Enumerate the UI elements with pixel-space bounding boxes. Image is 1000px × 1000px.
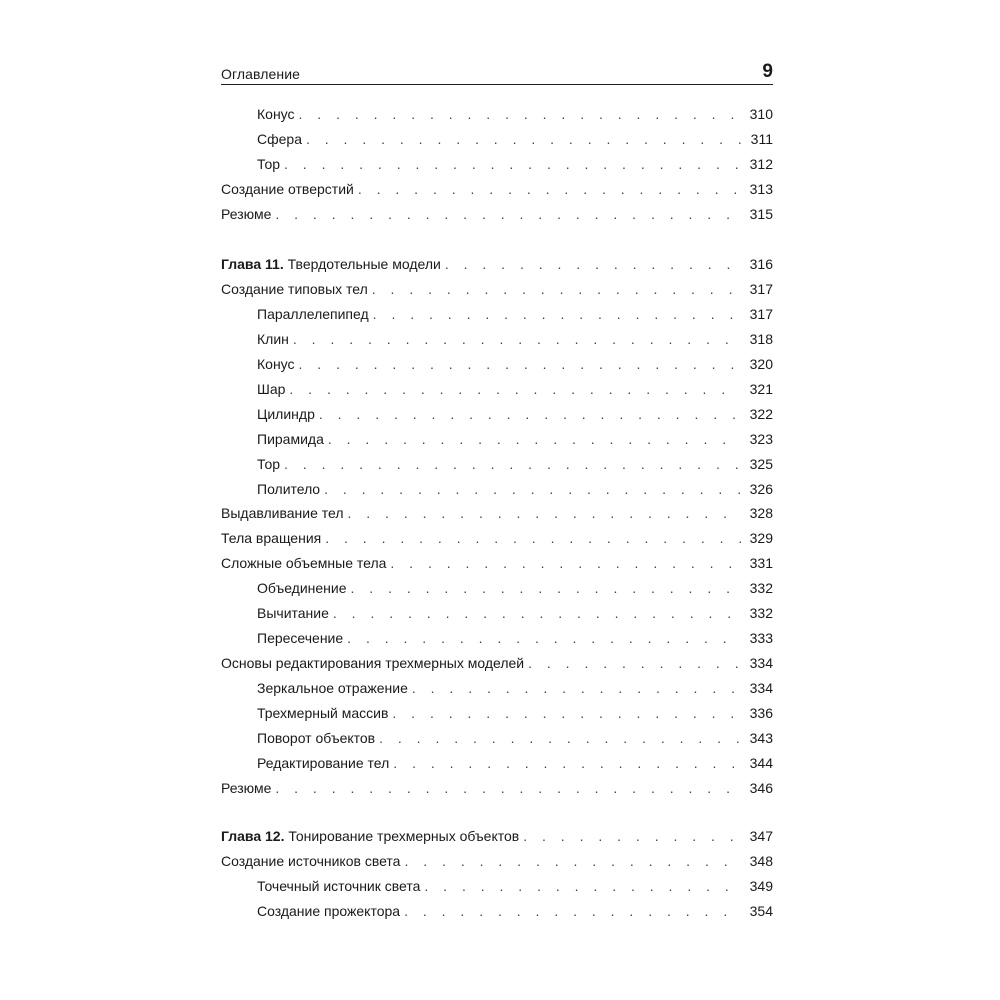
toc-subsection-entry (257, 751, 773, 775)
toc-page-number: 318 (749, 331, 773, 347)
toc-page-number: 334 (749, 680, 773, 696)
toc-leader-dots (333, 601, 741, 625)
toc-leader-dots (328, 427, 741, 451)
toc-leader-dots (358, 177, 741, 201)
toc-entry-label: Редактирование тел (257, 755, 390, 771)
toc-entry-title (221, 202, 271, 226)
toc-page-number: 316 (749, 256, 773, 272)
toc-entry-label: Твердотельные модели (283, 256, 441, 272)
toc-subsection-entry (257, 874, 773, 898)
toc-page-number: 344 (749, 755, 773, 771)
toc-chapter-number: Глава 12. (221, 828, 285, 844)
toc-subsection-entry (257, 152, 773, 176)
toc-entry-label: Конус (257, 106, 295, 122)
toc-leader-dots (373, 302, 741, 326)
toc-entry-label: Создание типовых тел (221, 281, 368, 297)
toc-page-number: 322 (749, 406, 773, 422)
toc-entry-label: Конус (257, 356, 295, 372)
toc-entry-label: Основы редактирования трехмерных моделей (221, 655, 525, 671)
toc-entry-label: Создание отверстий (221, 181, 354, 197)
toc-entry-label: Трехмерный массив (257, 705, 389, 721)
toc-entry-label: Пересечение (257, 630, 344, 646)
toc-entry-title (257, 427, 324, 451)
toc-leader-dots (293, 327, 741, 351)
toc-entry-title (221, 277, 368, 301)
toc-page-number: 320 (749, 356, 773, 372)
toc-entry-title (257, 626, 343, 650)
toc-entry-title (257, 352, 295, 376)
toc-entry-label: Резюме (221, 206, 272, 222)
toc-page-number: 317 (749, 306, 773, 322)
toc-page-number: 313 (749, 181, 773, 197)
toc-entry-label: Создание источников света (221, 853, 401, 869)
toc-subsection-entry (257, 302, 773, 326)
toc-page-number: 334 (749, 655, 773, 671)
toc-page-number: 317 (749, 281, 773, 297)
toc-entry-label: Сфера (257, 131, 302, 147)
toc-entry-label: Шар (257, 381, 286, 397)
toc-entry-title (257, 601, 329, 625)
toc-entry-title (221, 551, 386, 575)
toc-entry-title (257, 477, 320, 501)
toc-entry-label: Тор (257, 456, 281, 472)
toc-leader-dots (306, 127, 741, 151)
toc-leader-dots (284, 152, 741, 176)
toc-subsection-entry (257, 452, 773, 476)
toc-entry-title (221, 526, 321, 550)
toc-entry-label: Зеркальное отражение (257, 680, 408, 696)
toc-entry-label: Поворот объектов (257, 730, 376, 746)
toc-entry-title (257, 701, 388, 725)
toc-page-number: 348 (749, 853, 773, 869)
toc-entry-label: Сложные объемные тела (221, 555, 387, 571)
toc-section-entry (221, 776, 773, 800)
toc-subsection-entry (257, 127, 773, 151)
toc-leader-dots (351, 576, 741, 600)
toc-entry-label: Точечный источник света (257, 878, 421, 894)
toc-entry-title (221, 177, 354, 201)
toc-leader-dots (404, 849, 741, 873)
toc-leader-dots (445, 252, 741, 276)
toc-leader-dots (275, 776, 741, 800)
toc-subsection-entry (257, 576, 773, 600)
toc-subsection-entry (257, 377, 773, 401)
toc-subsection-entry (257, 726, 773, 750)
toc-entry-title (257, 899, 400, 923)
toc-section-entry (221, 849, 773, 873)
toc-entry-title (257, 751, 389, 775)
toc-subsection-entry (257, 102, 773, 126)
toc-entry-title (257, 152, 280, 176)
toc-section-entry (221, 202, 773, 226)
toc-page-number: 332 (749, 580, 773, 596)
toc-subsection-entry (257, 427, 773, 451)
toc-chapter-entry (221, 252, 773, 276)
toc-page-number: 311 (750, 131, 773, 147)
toc-page-number: 310 (749, 106, 773, 122)
toc-page-number: 323 (749, 431, 773, 447)
toc-page-number: 336 (749, 705, 773, 721)
toc-entry-label: Цилиндр (257, 406, 315, 422)
toc-leader-dots (299, 352, 741, 376)
toc-leader-dots (348, 501, 742, 525)
toc-leader-dots (528, 651, 741, 675)
toc-entry-title (257, 676, 408, 700)
toc-leader-dots (319, 402, 741, 426)
toc-chapter-entry (221, 824, 773, 848)
toc-entry-label: Тела вращения (221, 530, 322, 546)
toc-entry-label: Параллелепипед (257, 306, 369, 322)
toc-page-number: 325 (749, 456, 773, 472)
toc-entry-title (257, 302, 369, 326)
toc-leader-dots (289, 377, 741, 401)
toc-entry-label: Тонирование трехмерных объектов (284, 828, 520, 844)
toc-entry-title (257, 726, 375, 750)
toc-entry-title (257, 452, 280, 476)
toc-section-entry (221, 526, 773, 550)
toc-entry-label: Резюме (221, 780, 272, 796)
toc-entry-title (257, 327, 289, 351)
toc-leader-dots (392, 701, 741, 725)
toc-page-number: 315 (749, 206, 773, 222)
running-header-title: Оглавление (221, 66, 301, 82)
toc-page-number: 331 (749, 555, 773, 571)
toc-chapter-number: Глава 11. (221, 256, 284, 272)
toc-page-number: 326 (749, 481, 773, 497)
toc-entry-label: Тор (257, 156, 281, 172)
toc-entry-label: Пирамида (257, 431, 324, 447)
toc-leader-dots (347, 626, 741, 650)
toc-page-number: 312 (749, 156, 773, 172)
toc-entry-title (221, 651, 524, 675)
toc-entry-title (257, 576, 347, 600)
toc-leader-dots (275, 202, 741, 226)
toc-leader-dots (324, 477, 741, 501)
toc-subsection-entry (257, 327, 773, 351)
toc-leader-dots (379, 726, 741, 750)
running-header (221, 62, 773, 85)
toc-leader-dots (390, 551, 741, 575)
toc-page-number: 332 (749, 605, 773, 621)
toc-entry-title (257, 127, 302, 151)
toc-subsection-entry (257, 402, 773, 426)
toc-entry-title (221, 776, 271, 800)
toc-leader-dots (523, 824, 741, 848)
toc-leader-dots (412, 676, 741, 700)
toc-subsection-entry (257, 626, 773, 650)
toc-page-number: 347 (749, 828, 773, 844)
toc-leader-dots (404, 899, 741, 923)
toc-entry-label: Клин (257, 331, 289, 347)
toc-entry-label: Полителo (257, 481, 321, 497)
toc-leader-dots (372, 277, 741, 301)
toc-page-number: 321 (749, 381, 773, 397)
toc-entry-title (221, 252, 441, 276)
toc-entry-title (257, 402, 315, 426)
toc-section-entry (221, 277, 773, 301)
toc-section-entry (221, 501, 773, 525)
toc-subsection-entry (257, 352, 773, 376)
toc-entry-label: Объединение (257, 580, 347, 596)
toc-section-entry (221, 551, 773, 575)
toc-leader-dots (424, 874, 741, 898)
toc-entry-label: Выдавливание тел (221, 505, 344, 521)
toc-section-entry (221, 177, 773, 201)
toc-entry-label: Вычитание (257, 605, 329, 621)
toc-page-number: 329 (749, 530, 773, 546)
toc-section-entry (221, 651, 773, 675)
toc-page-number: 328 (749, 505, 773, 521)
toc-page-number: 349 (749, 878, 773, 894)
toc-entry-title (221, 849, 400, 873)
toc-page-number: 333 (749, 630, 773, 646)
toc-entry-title (221, 501, 344, 525)
toc-subsection-entry (257, 899, 773, 923)
toc-subsection-entry (257, 701, 773, 725)
toc-entry-title (257, 874, 420, 898)
toc-entry-label: Создание прожектора (257, 903, 401, 919)
page-number: 9 (762, 61, 773, 82)
toc-page-number: 346 (749, 780, 773, 796)
toc-subsection-entry (257, 601, 773, 625)
toc-subsection-entry (257, 676, 773, 700)
toc-entry-title (257, 102, 295, 126)
toc-page-number: 343 (749, 730, 773, 746)
toc-entry-title (257, 377, 285, 401)
toc-leader-dots (325, 526, 741, 550)
toc-page-number: 354 (749, 903, 773, 919)
toc-subsection-entry (257, 477, 773, 501)
toc-leader-dots (393, 751, 741, 775)
toc-entry-title (221, 824, 519, 848)
toc-leader-dots (284, 452, 741, 476)
toc-leader-dots (299, 102, 741, 126)
